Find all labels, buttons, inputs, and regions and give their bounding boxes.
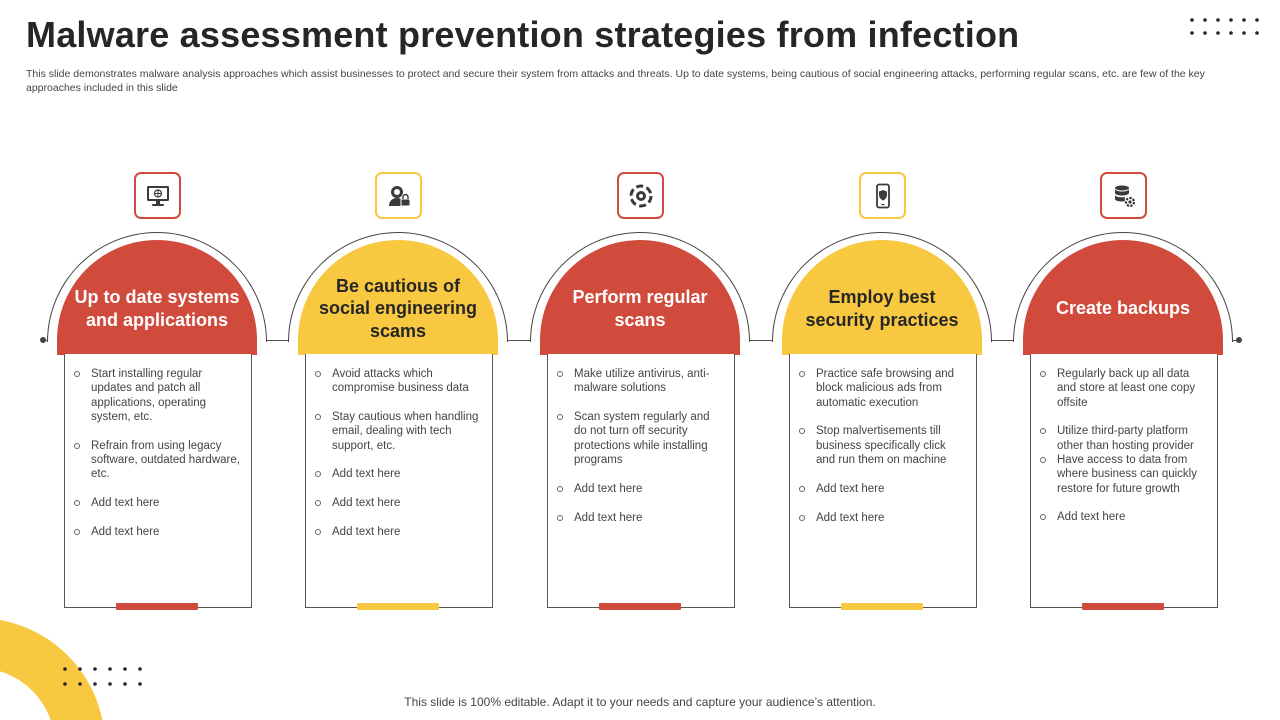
scan-gear-icon bbox=[617, 172, 664, 219]
card-body bbox=[305, 354, 493, 608]
decorative-dots-icon bbox=[62, 667, 152, 687]
list-item: Scan system regularly and do not turn off security protections while installing programs bbox=[556, 410, 724, 467]
list-item: Make utilize antivirus, anti-malware solutions bbox=[556, 367, 724, 396]
list-item: Avoid attacks which compromise business data bbox=[314, 367, 482, 396]
strategy-card-create-backups bbox=[1013, 170, 1233, 615]
list-item: Add text here bbox=[314, 525, 482, 539]
card-body bbox=[64, 354, 252, 608]
list-item: Add text here bbox=[556, 482, 724, 496]
card-body bbox=[1030, 354, 1218, 608]
strategy-card-regular-scans bbox=[530, 170, 750, 615]
page-description: This slide demonstrates malware analysis approaches which assist businesses to protect and secure their system from attacks and threats. Up to date systems, being cautious of social engineering attacks, performing regular scans, etc. are few of the key approaches included in this slide bbox=[26, 68, 1205, 94]
database-gear-icon bbox=[1100, 172, 1147, 219]
list-item: Practice safe browsing and block malicious ads from automatic execution bbox=[798, 367, 966, 410]
list-item: Add text here bbox=[556, 511, 724, 525]
card-body bbox=[789, 354, 977, 608]
list-item: Stop malvertisements till business specifically click and run them on machine bbox=[798, 424, 966, 467]
card-heading: Employ best security practices bbox=[782, 240, 982, 355]
computer-monitor-icon bbox=[134, 172, 181, 219]
decorative-dots-icon bbox=[1190, 18, 1270, 38]
footer-note: This slide is 100% editable. Adapt it to your needs and capture your audience’s attention. bbox=[404, 695, 876, 709]
list-item: Utilize third-party platform other than hosting provider bbox=[1039, 424, 1207, 453]
list-item: Refrain from using legacy software, outdated hardware, etc. bbox=[73, 439, 241, 482]
list-item: Add text here bbox=[1039, 510, 1207, 524]
list-item: Add text here bbox=[73, 525, 241, 539]
person-lock-icon bbox=[375, 172, 422, 219]
accent-bar bbox=[357, 603, 439, 610]
strategy-card-up-to-date bbox=[47, 170, 267, 615]
list-item: Add text here bbox=[73, 496, 241, 510]
strategy-card-security-practices bbox=[772, 170, 992, 615]
connector-end-dot bbox=[1236, 337, 1242, 343]
accent-bar bbox=[841, 603, 923, 610]
list-item: Add text here bbox=[798, 511, 966, 525]
list-item: Have access to data from where business can quickly restore for future growth bbox=[1039, 453, 1207, 496]
strategy-card-social-engineering bbox=[288, 170, 508, 615]
page-title: Malware assessment prevention strategies from infection bbox=[26, 14, 1020, 55]
card-body bbox=[547, 354, 735, 608]
list-item: Add text here bbox=[798, 482, 966, 496]
accent-bar bbox=[1082, 603, 1164, 610]
list-item: Stay cautious when handling email, dealing with tech support, etc. bbox=[314, 410, 482, 453]
list-item: Start installing regular updates and patch all applications, operating system, etc. bbox=[73, 367, 241, 424]
mobile-shield-icon bbox=[859, 172, 906, 219]
list-item: Regularly back up all data and store at least one copy offsite bbox=[1039, 367, 1207, 410]
accent-bar bbox=[116, 603, 198, 610]
connector-start-dot bbox=[40, 337, 46, 343]
list-item: Add text here bbox=[314, 496, 482, 510]
accent-bar bbox=[599, 603, 681, 610]
card-heading: Up to date systems and applications bbox=[57, 240, 257, 355]
list-item: Add text here bbox=[314, 467, 482, 481]
card-heading: Create backups bbox=[1023, 240, 1223, 355]
card-heading: Perform regular scans bbox=[540, 240, 740, 355]
card-heading: Be cautious of social engineering scams bbox=[298, 240, 498, 355]
